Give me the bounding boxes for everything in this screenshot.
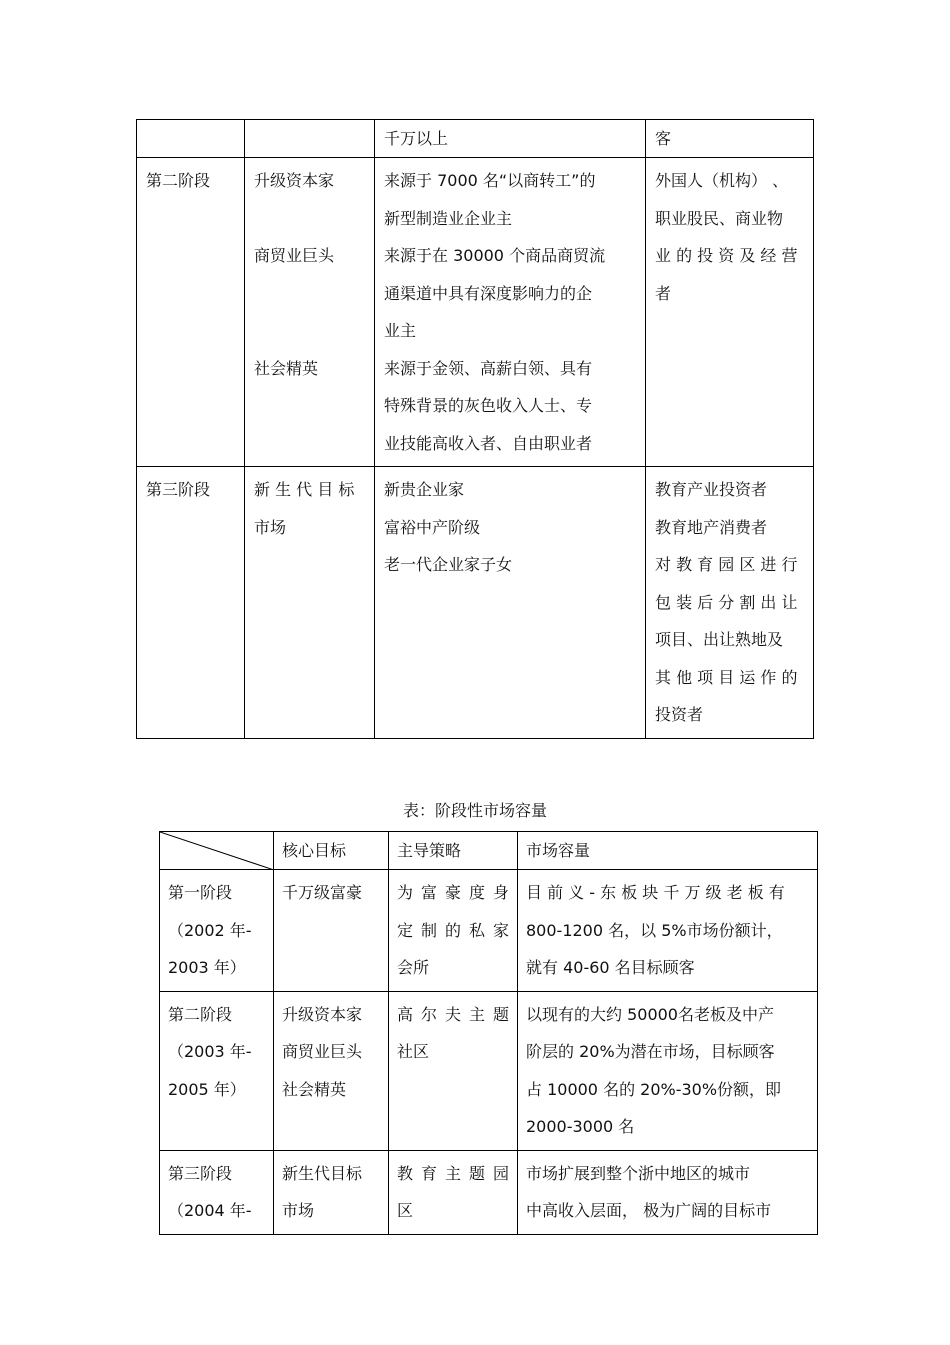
customer-cell bbox=[646, 158, 814, 467]
strategy-cell bbox=[389, 991, 518, 1150]
cell-text: 老一代企业家子女 bbox=[384, 555, 513, 574]
cell-text: 职业股民、商业物 bbox=[655, 208, 784, 228]
target-cell bbox=[245, 467, 375, 739]
cell-text: 业 的 投 资 及 经 营 bbox=[655, 246, 798, 265]
table-cell bbox=[646, 120, 814, 158]
cell-text: 升级资本家 bbox=[254, 171, 335, 190]
diagonal-line-icon bbox=[160, 832, 274, 870]
strategy-cell bbox=[389, 1150, 518, 1234]
cell-text: 新型制造业企业主 bbox=[384, 208, 513, 228]
stage-cell bbox=[160, 1150, 274, 1234]
table-header-row bbox=[160, 832, 818, 870]
cell-text: 来源于 7000 名“以商转工”的 bbox=[384, 171, 596, 190]
cell-text: 市场 bbox=[254, 517, 287, 537]
table-row bbox=[137, 120, 814, 158]
table-caption: 表：阶段性市场容量 bbox=[402, 801, 547, 820]
table-cell bbox=[375, 120, 646, 158]
cell-text: 项目、出让熟地及 bbox=[655, 630, 784, 649]
table-row bbox=[160, 991, 818, 1150]
target-cell bbox=[274, 991, 389, 1150]
cell-text: 区 bbox=[397, 1201, 414, 1220]
cell-text: 第二阶段 bbox=[168, 1004, 233, 1024]
customer-cell bbox=[646, 467, 814, 739]
cell-text: 外国人（机构） 、 bbox=[655, 171, 789, 190]
table-row bbox=[137, 158, 814, 467]
cell-text: 来源于在 30000 个商品商贸流 bbox=[384, 246, 606, 265]
cell-text: 富裕中产阶级 bbox=[384, 517, 481, 537]
capacity-cell bbox=[518, 1150, 818, 1234]
cell-text: 包 装 后 分 割 出 让 bbox=[655, 592, 798, 612]
cell-text: 客 bbox=[655, 129, 672, 148]
source-cell bbox=[375, 158, 646, 467]
stage-cell bbox=[137, 158, 245, 467]
header-core-target bbox=[274, 832, 389, 870]
cell-text: 对 教 育 园 区 进 行 bbox=[655, 555, 798, 574]
cell-text: 市场 bbox=[282, 1201, 315, 1220]
cell-text: 其 他 项 目 运 作 的 bbox=[655, 667, 798, 687]
cell-text: 社区 bbox=[397, 1042, 430, 1061]
cell-text: 业技能高收入者、自由职业者 bbox=[384, 433, 593, 453]
table-row bbox=[160, 1150, 818, 1234]
cell-text: （2003 年- bbox=[168, 1042, 252, 1061]
cell-text: 社会精英 bbox=[254, 358, 319, 378]
cell-text: 2005 年） bbox=[168, 1079, 246, 1099]
cell-text: 教育产业投资者 bbox=[655, 480, 768, 499]
cell-text: 定 制 的 私 家 bbox=[397, 920, 509, 940]
cell-text: 第三阶段 bbox=[146, 480, 211, 499]
cell-text: 2000-3000 名 bbox=[526, 1117, 635, 1136]
cell-text: 新 生 代 目 标 bbox=[254, 480, 355, 499]
cell-text: 商贸业巨头 bbox=[282, 1042, 363, 1061]
cell-text: 就有 40-60 名目标顾客 bbox=[526, 958, 695, 977]
cell-text: （2002 年- bbox=[168, 920, 252, 940]
table-row bbox=[137, 467, 814, 739]
target-cell bbox=[274, 1150, 389, 1234]
cell-text: 800-1200 名，以 5%市场份额计， bbox=[526, 920, 783, 940]
cell-text: 特殊背景的灰色收入人士、专 bbox=[384, 396, 593, 415]
table-cell bbox=[245, 120, 375, 158]
cell-text: 通渠道中具有深度影响力的企 bbox=[384, 283, 593, 303]
table-row bbox=[160, 870, 818, 992]
cell-text: 第一阶段 bbox=[168, 883, 233, 902]
cell-text: 投资者 bbox=[655, 705, 704, 724]
cell-text: 阶层的 20%为潜在市场，目标顾客 bbox=[526, 1042, 775, 1061]
diagonal-header-cell bbox=[160, 832, 274, 870]
cell-text: 千万级富豪 bbox=[282, 883, 363, 902]
stage-cell bbox=[160, 870, 274, 992]
cell-text: 来源于金领、高薪白领、具有 bbox=[384, 358, 593, 378]
cell-text: 新生代目标 bbox=[282, 1163, 363, 1183]
cell-text: 市场容量 bbox=[526, 841, 591, 860]
cell-text: 教育地产消费者 bbox=[655, 517, 768, 537]
header-capacity bbox=[518, 832, 818, 870]
cell-text: 社会精英 bbox=[282, 1079, 347, 1099]
cell-text: 第三阶段 bbox=[168, 1163, 233, 1183]
cell-text: 商贸业巨头 bbox=[254, 246, 335, 265]
target-cell bbox=[245, 158, 375, 467]
capacity-cell bbox=[518, 991, 818, 1150]
cell-text: 第二阶段 bbox=[146, 171, 211, 190]
target-cell bbox=[274, 870, 389, 992]
cell-text: 为 富 豪 度 身 bbox=[397, 883, 509, 902]
cell-text: 业主 bbox=[384, 321, 417, 340]
cell-text: 者 bbox=[655, 283, 672, 303]
cell-text: 新贵企业家 bbox=[384, 480, 465, 499]
cell-text: 目 前 义 - 东 板 块 千 万 级 老 板 有 bbox=[526, 883, 785, 902]
cell-text: 升级资本家 bbox=[282, 1004, 363, 1024]
cell-text: （2004 年- bbox=[168, 1201, 252, 1220]
cell-text: 占 10000 名的 20%-30%份额，即 bbox=[526, 1079, 782, 1099]
stage-cell bbox=[160, 991, 274, 1150]
strategy-cell bbox=[389, 870, 518, 992]
cell-text: 会所 bbox=[397, 958, 430, 977]
stage-cell bbox=[137, 467, 245, 739]
source-cell bbox=[375, 467, 646, 739]
cell-text: 核心目标 bbox=[282, 841, 347, 860]
cell-text: 中高收入层面， 极为广阔的目标市 bbox=[526, 1201, 772, 1220]
stage-customer-table bbox=[136, 119, 814, 739]
table-cell bbox=[137, 120, 245, 158]
cell-text: 以现有的大约 50000名老板及中产 bbox=[526, 1004, 774, 1024]
cell-text: 千万以上 bbox=[384, 129, 449, 148]
cell-text: 主导策略 bbox=[397, 841, 462, 860]
cell-text: 高 尔 夫 主 题 bbox=[397, 1004, 509, 1024]
cell-text: 市场扩展到整个浙中地区的城市 bbox=[526, 1163, 751, 1183]
market-capacity-table bbox=[159, 831, 818, 1235]
header-strategy bbox=[389, 832, 518, 870]
cell-text: 教 育 主 题 园 bbox=[397, 1163, 509, 1183]
cell-text: 2003 年） bbox=[168, 958, 246, 977]
capacity-cell bbox=[518, 870, 818, 992]
